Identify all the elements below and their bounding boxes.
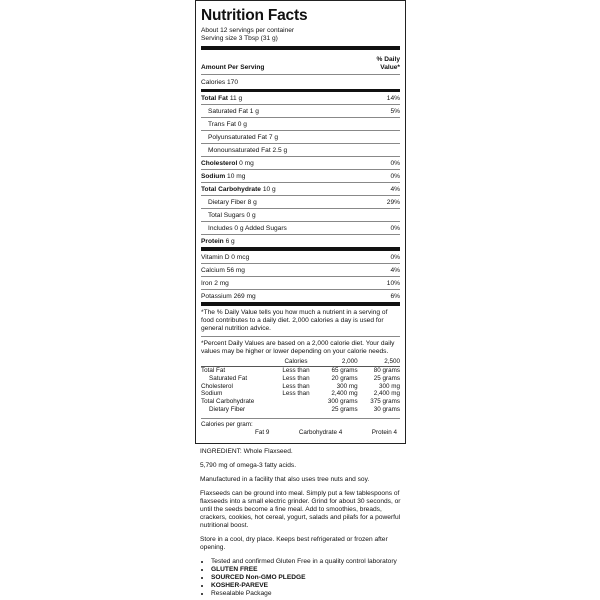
dv-table-cell: 20 grams [331, 374, 358, 382]
dv-table-cell: 300 mg [336, 382, 358, 390]
dv-table-cell: 375 grams [370, 398, 400, 406]
calories-per-gram-label: Calories per gram: [201, 420, 253, 428]
nutrient-name: Trans Fat 0 g [208, 120, 247, 128]
nutrition-facts-label [195, 0, 406, 444]
nutrient-dv: 0% [390, 159, 400, 167]
table-row [201, 390, 400, 398]
nutrient-amount: 10 mg [227, 172, 246, 180]
nutrient-row [201, 221, 400, 234]
dv-table-cell: 300 grams [327, 398, 358, 406]
vitamin-dv: 0% [390, 253, 400, 261]
vitamin-dv: 10% [386, 279, 400, 287]
cpg-carbohydrate: Carbohydrate 4 [298, 428, 343, 436]
vitamin-dv: 4% [390, 266, 400, 274]
nutrient-row [201, 195, 400, 208]
nutrient-name: Saturated Fat 1 g [208, 107, 259, 115]
label-title: Nutrition Facts [201, 7, 308, 24]
dv-table-cell [277, 398, 316, 406]
vitamin-name: Iron 2 mg [201, 279, 229, 287]
table-row [201, 398, 400, 406]
nutrient-row [201, 117, 400, 130]
daily-values-table [201, 358, 400, 414]
omega-text: 5,790 mg of omega-3 fatty acids. [200, 461, 297, 469]
amount-per-serving-header [201, 46, 400, 74]
nutrient-dv: 14% [386, 94, 400, 102]
nutrient-dv: 4% [390, 185, 400, 193]
table-row [201, 383, 400, 391]
list-item: • KOSHER-PAREVE [211, 582, 401, 590]
dv-table-cell: Total Fat [201, 366, 226, 374]
nutrient-name: Total Sugars 0 g [208, 211, 256, 219]
product-description [195, 444, 406, 598]
nutrient-name: Total Fat [201, 94, 228, 102]
vitamin-name: Potassium 269 mg [201, 292, 256, 300]
calories-per-gram [201, 418, 400, 443]
nutrient-amount: 10 g [262, 185, 276, 193]
nutrient-amount: 6 g [225, 237, 235, 245]
dv-table-cell: Less than [282, 366, 310, 374]
feature-list [200, 558, 401, 598]
percent-dv-notice: *Percent Daily Values are based on a 2,000 calorie diet. Your daily values may be higher or lower depending on your calorie needs. [201, 336, 400, 358]
dv-table-cell: Total Carbohydrate [201, 398, 255, 406]
nutrient-row [201, 169, 400, 182]
nutrient-name: Monounsaturated Fat 2.5 g [208, 146, 288, 154]
serving-size: Serving size 3 Tbsp (31 g) [201, 35, 278, 42]
nutrient-name: Total Carbohydrate [201, 185, 261, 193]
nutrient-name: Sodium [201, 172, 226, 180]
servings-per-container: About 12 servings per container [201, 27, 295, 34]
nutrient-name: Cholesterol [201, 159, 238, 167]
dv-table-cell: Cholesterol [201, 382, 233, 390]
vitamin-dv: 6% [390, 292, 400, 300]
daily-value-footnote: *The % Daily Value tells you how much a nutrient in a serving of food contributes to a daily diet. 2,000 calories a day is used for general nutrition advice. [201, 302, 400, 336]
dv-table-cell: 30 grams [373, 405, 400, 413]
vitamin-row [201, 247, 400, 263]
vitamin-row [201, 263, 400, 276]
dv-table-cell: 80 grams [373, 366, 400, 374]
table-row [201, 375, 400, 383]
nutrient-name: Polyunsaturated Fat 7 g [208, 133, 279, 141]
storage-text: Store in a cool, dry place. Keeps best refrigerated or frozen after opening. [200, 535, 388, 551]
amount-per-serving: Amount Per Serving [201, 64, 265, 72]
dv-table-cell: Sodium [201, 390, 223, 398]
dv-table-cell: 25 grams [373, 374, 400, 382]
usage-text: Flaxseeds can be ground into meal. Simply put a few tablespoons of flaxseeds into a small electric grinder. Grind for about 30 seconds, or until the seeds become a fine meal. Add to smoothies, breads, crackers, cookies, hot cereal, yogurt, salads and pilafs for a powerful nutritional boost. [200, 489, 401, 529]
nutrient-name: Protein [201, 237, 224, 245]
calories-row [201, 74, 400, 89]
dv-table-cell: 2,000 [315, 358, 357, 366]
dv-table-cell: Calories [277, 358, 316, 366]
dv-table-header [201, 358, 400, 366]
list-item: • GLUTEN FREE [211, 566, 401, 574]
nutrient-row [201, 104, 400, 117]
nutrient-dv: 0% [390, 224, 400, 232]
vitamin-row [201, 276, 400, 289]
nutrient-dv: 29% [386, 198, 400, 206]
nutrient-row [201, 130, 400, 143]
vitamin-name: Calcium 56 mg [201, 266, 245, 274]
nutrient-row [201, 208, 400, 221]
list-item: • Resealable Package [211, 590, 401, 598]
nutrient-row [201, 156, 400, 169]
dv-table-cell [277, 406, 316, 414]
daily-value-header [377, 56, 400, 71]
dv-table-cell: 25 grams [331, 405, 358, 413]
ingredient-text: INGREDIENT: Whole Flaxseed. [200, 447, 293, 455]
dv-table-cell: 2,400 mg [373, 390, 400, 398]
list-item: • SOURCED Non-GMO PLEDGE [211, 574, 401, 582]
dv-table-cell: 2,400 mg [331, 390, 358, 398]
cpg-fat: Fat 9 [255, 428, 270, 436]
nutrient-row [201, 182, 400, 195]
dv-header-line2: Value* [380, 63, 400, 71]
product-info-panel [195, 0, 406, 600]
nutrient-name: Includes 0 g Added Sugars [208, 224, 287, 232]
table-row [201, 366, 400, 374]
nutrient-row [201, 143, 400, 156]
dv-table-cell: Saturated Fat [209, 374, 248, 382]
dv-table-cell: Less than [282, 374, 310, 382]
dv-table-cell: Less than [282, 390, 310, 398]
vitamin-row [201, 289, 400, 302]
nutrient-row [201, 89, 400, 104]
cpg-protein: Protein 4 [371, 428, 397, 436]
allergen-text: Manufactured in a facility that also uses tree nuts and soy. [200, 475, 370, 483]
nutrient-amount: 11 g [229, 94, 243, 102]
calories: Calories 170 [201, 78, 239, 86]
nutrient-row [201, 234, 400, 247]
dv-table-cell: 300 mg [378, 382, 400, 390]
nutrient-dv: 5% [390, 107, 400, 115]
dv-header-line1: % Daily [376, 56, 400, 63]
dv-table-cell: 2,500 [358, 358, 400, 366]
dv-table-cell: 65 grams [331, 366, 358, 374]
vitamin-name: Vitamin D 0 mcg [201, 253, 250, 261]
table-row [201, 406, 400, 414]
nutrient-amount: 0 mg [239, 159, 254, 167]
list-item: • Tested and confirmed Gluten Free in a quality control laboratory [211, 558, 401, 566]
dv-table-cell: Dietary Fiber [209, 405, 246, 413]
dv-table-cell: Less than [282, 382, 310, 390]
dv-table-cell [201, 358, 277, 366]
calories-per-gram-values [201, 429, 400, 437]
nutrient-dv: 0% [390, 172, 400, 180]
nutrient-name: Dietary Fiber 8 g [208, 198, 257, 206]
